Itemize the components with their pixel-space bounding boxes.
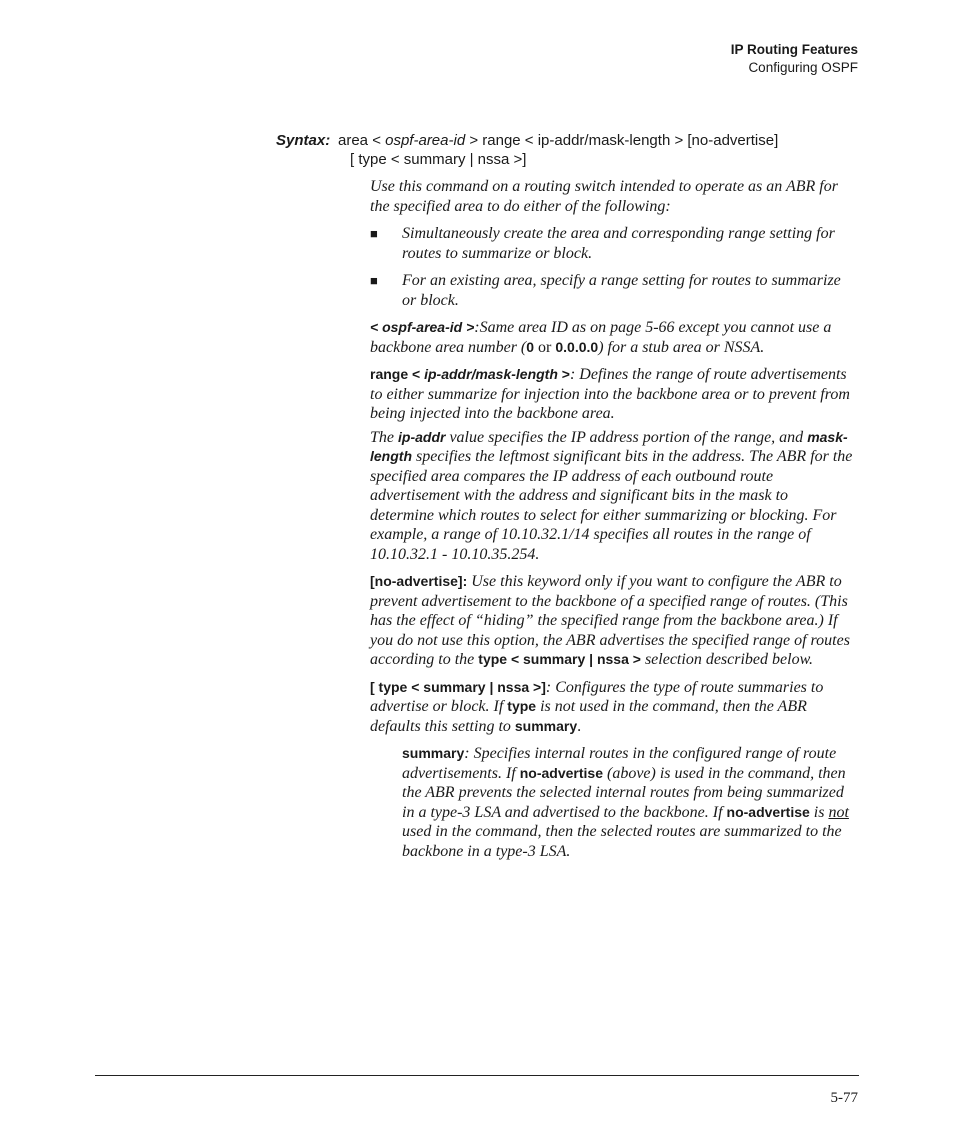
page-number: 5-77 (830, 1090, 858, 1106)
running-header (731, 41, 858, 77)
keyword: > (557, 366, 570, 382)
keyword: [ type < summary | nssa >] (370, 678, 546, 695)
bullet-text: Simultaneously create the area and corresponding range setting for routes to summarize or block. (402, 225, 835, 262)
syntax-text: area < (338, 132, 386, 149)
keyword: < ospf-area-id > (370, 319, 475, 335)
bullet-text: For an existing area, specify a range setting for routes to summarize or block. (402, 272, 841, 309)
bullet-item (370, 271, 854, 310)
text: value specifies the IP address portion of the range, and (445, 428, 808, 446)
keyword: 0.0.0.0 (555, 338, 599, 355)
text: The (370, 428, 398, 446)
text: specifies the leftmost significant bits in the address. The ABR for the specified area compares the IP address of each outbound route advertisement with the address and significant bits in the mask to determine which routes to select for either summarizing or blocking. For example, a range of 10.10.32.1/14 specifies all routes in the range of 10.10.32.1 - 10.10.35.254. (370, 448, 853, 563)
syntax-line-2: [ type < summary | nssa >] (350, 151, 527, 168)
text: . (577, 717, 582, 735)
text: (above) is used in the command, then the ABR prevents the selected internal routes from being summarized in a type-3 LSA and advertised to the backbone. If (402, 764, 846, 821)
summary-paragraph (402, 744, 854, 861)
syntax-line-1 (276, 131, 778, 150)
syntax-label: Syntax: (276, 132, 331, 149)
text: : Specifies internal routes in the configured range of route advertisements. If (402, 745, 837, 782)
no-advertise-paragraph (370, 572, 854, 670)
keyword: no-advertise (726, 803, 810, 820)
keyword: ip-addr/mask-length (424, 366, 558, 382)
description-column (370, 177, 854, 869)
text: Use this keyword only if you want to configure the ABR to prevent advertisement to the backbone of a specified range of routes. (This has the effect of “hiding” the specified range from the backbone area.) If you do not use this option, the ABR advertises the specified range of routes according to the (370, 573, 850, 668)
range-paragraph (370, 365, 854, 424)
text: :Same area ID as on page 5-66 except you cannot use a backbone area number ( (370, 319, 832, 356)
keyword: type < summary | nssa > (478, 651, 641, 667)
text: selection described below. (640, 651, 814, 668)
type-paragraph (370, 678, 854, 737)
text: : Defines the range of route advertisements to either summarize for injection into the backbone area or to prevent from being injected into the backbone area. (370, 366, 850, 422)
square-bullet-icon: ■ (370, 273, 378, 288)
syntax-param: ospf-area-id (385, 132, 466, 149)
keyword: 0 (526, 338, 535, 355)
header-subtitle: Configuring OSPF (748, 60, 858, 75)
keyword: range < (370, 366, 425, 382)
text: or (534, 338, 556, 356)
text: is not used in the command, then the ABR defaults this setting to (370, 698, 807, 735)
keyword: [no-advertise]: (370, 573, 468, 589)
footer-rule (95, 1075, 859, 1076)
ip-addr-paragraph (370, 428, 854, 565)
bullet-item (370, 224, 854, 263)
text: is (809, 803, 829, 821)
area-id-paragraph (370, 318, 854, 357)
syntax-block (276, 131, 778, 169)
keyword: summary (514, 717, 578, 734)
keyword: mask-length (370, 428, 848, 464)
keyword: ip-addr (398, 428, 446, 445)
text: used in the command, then the selected routes are summarized to the backbone in a type-3 LSA. (402, 823, 842, 860)
text: ) for a stub area or NSSA. (598, 338, 765, 356)
keyword: summary (402, 745, 465, 761)
text: : Configures the type of route summaries to advertise or block. If (370, 678, 824, 715)
square-bullet-icon: ■ (370, 226, 378, 241)
underlined-text: not (828, 803, 849, 821)
keyword: no-advertise (519, 764, 603, 781)
header-title: IP Routing Features (730, 42, 858, 57)
keyword: type (507, 698, 537, 714)
intro-paragraph: Use this command on a routing switch intended to operate as an ABR for the specified area to do either of the following: (370, 178, 838, 215)
syntax-text: > range < ip-addr/mask-length > [no-advertise] (465, 132, 779, 149)
